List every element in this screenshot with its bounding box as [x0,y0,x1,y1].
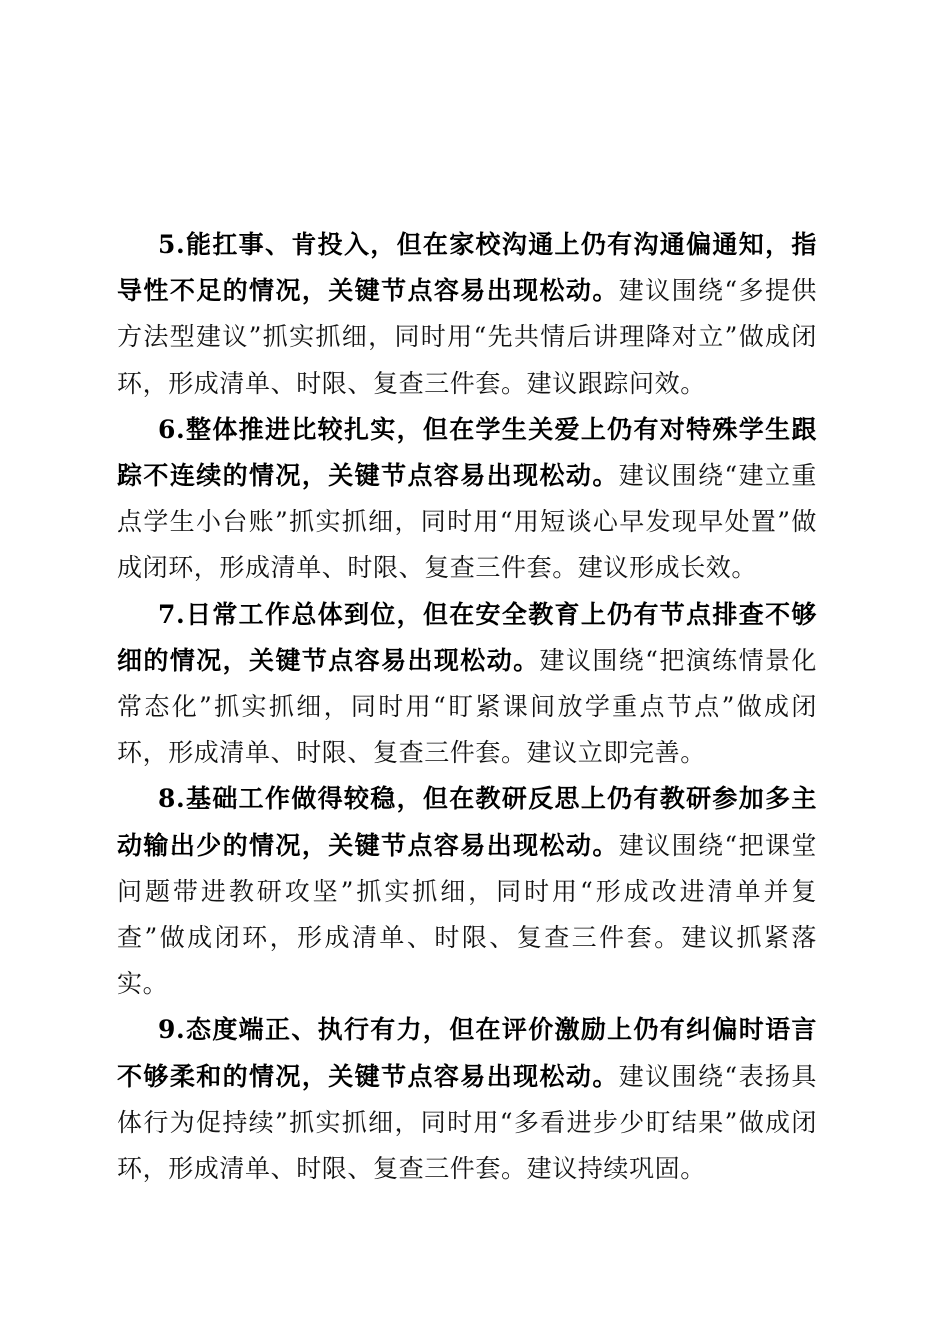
paragraph-heading-text: 能扛事、肯投入，但在家校沟通上仍有沟通偏通知，指导性不足的情况，关键节点容易出现松动。 [117,230,817,306]
document-page [117,222,817,1192]
paragraph-number: 9. [158,1015,186,1045]
paragraph-number: 5. [158,230,186,259]
paragraph-body-text: 建议围绕“把课堂问题带进教研攻坚”抓实抓细，同时用“形成改进清单并复查”做成闭环，形成清单、时限、复查三件套。建议抓紧落实。 [117,830,817,999]
paragraph-number: 7. [158,599,186,629]
paragraph-body-text: 建议围绕“多提供方法型建议”抓实抓细，同时用“先共情后讲理降对立”做成闭环，形成清单、时限、复查三件套。建议跟踪问效。 [117,276,817,398]
paragraph-heading-text: 态度端正、执行有力，但在评价激励上仍有纠偏时语言不够柔和的情况，关键节点容易出现松动。 [117,1015,817,1091]
paragraph-number: 6. [158,414,186,444]
paragraph-item-6 [117,407,817,592]
paragraph-heading-text: 基础工作做得较稳，但在教研反思上仍有教研参加多主动输出少的情况，关键节点容易出现松动。 [117,784,817,860]
paragraph-item-8 [117,776,817,1007]
paragraph-body-text: 建议围绕“建立重点学生小台账”抓实抓细，同时用“用短谈心早发现早处置”做成闭环，形成清单、时限、复查三件套。建议形成长效。 [117,461,817,583]
paragraph-item-7 [117,592,817,777]
paragraph-heading-text: 日常工作总体到位，但在安全教育上仍有节点排查不够细的情况，关键节点容易出现松动。 [117,599,817,675]
paragraph-item-5 [117,222,817,407]
paragraph-number: 8. [158,784,186,814]
paragraph-body-text: 建议围绕“把演练情景化常态化”抓实抓细，同时用“盯紧课间放学重点节点”做成闭环，形成清单、时限、复查三件套。建议立即完善。 [117,645,817,768]
paragraph-heading-text: 整体推进比较扎实，但在学生关爱上仍有对特殊学生跟踪不连续的情况，关键节点容易出现松动。 [117,414,817,491]
paragraph-body-text: 建议围绕“表扬具体行为促持续”抓实抓细，同时用“多看进步少盯结果”做成闭环，形成清单、时限、复查三件套。建议持续巩固。 [117,1061,817,1184]
paragraph-item-9 [117,1007,817,1192]
